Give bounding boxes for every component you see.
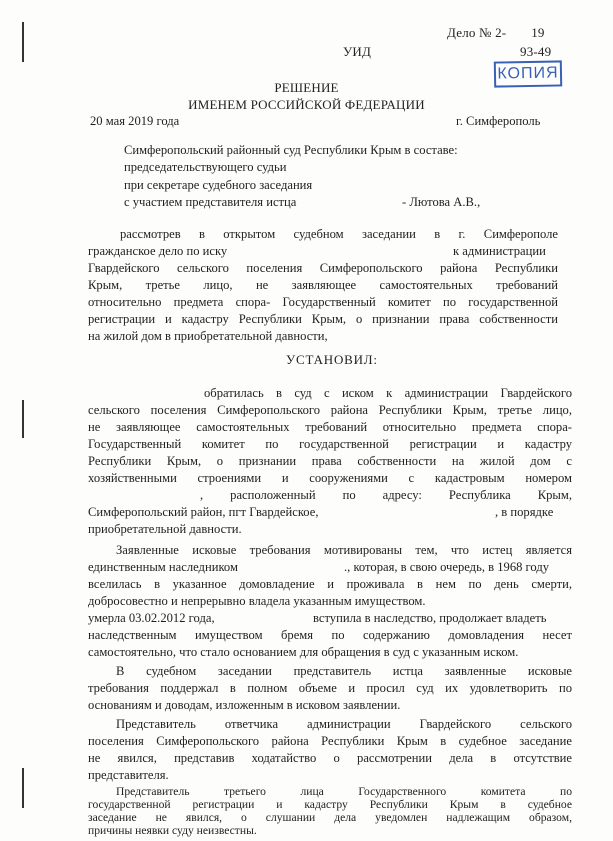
secretary-line: при секретаре судебного заседания xyxy=(124,178,313,192)
body-p3-line-2: требования поддержал в полном объеме и просил суд их удовлетворить по xyxy=(88,681,572,695)
court-composition-line: Симферопольский районный суд Республики Крым в составе: xyxy=(124,143,458,157)
body-p5-line-2: государственной регистрации и кадастру Республики Крым в судебное xyxy=(88,798,572,811)
body-p2-line-6: наследственным имуществом бремя по содержанию домовладения несет xyxy=(88,628,572,642)
uid-label: УИД xyxy=(343,44,372,59)
left-edge-mark-bottom xyxy=(22,768,24,808)
copy-stamp: КОПИЯ xyxy=(494,60,562,87)
body-p5-line-3: заседание не явился, о слушании дела уведомлен надлежащим образом, xyxy=(88,811,572,824)
body-p1-line-1: обратилась в суд с иском к администрации Гвардейского xyxy=(204,386,572,400)
intro-line-3: Гвардейского сельского поселения Симферопольского района Республики xyxy=(88,261,558,275)
body-p5-line-4: причины неявки суду неизвестны. xyxy=(88,824,257,837)
body-p4-line-4: представителя. xyxy=(88,768,169,782)
body-p4-line-1: Представитель ответчика администрации Гвардейского сельского xyxy=(116,717,572,731)
representative-name: - Лютова А.В., xyxy=(402,195,481,209)
body-p1-line-8a: Симферопольский район, пгт Гвардейское, xyxy=(88,505,319,519)
intro-line-4: Крым, третье лицо, не заявляющее самостоятельных требований xyxy=(88,278,558,292)
decision-date: 20 мая 2019 года xyxy=(90,114,180,128)
body-p2-line-4: добросовестно и непрерывно владела указанным имуществом. xyxy=(88,594,426,608)
intro-line-7: на жилой дом в приобретательной давности, xyxy=(88,329,328,343)
presiding-judge-line: председательствующего судьи xyxy=(124,160,287,174)
body-p5-line-1: Представитель третьего лица Государственного комитета по xyxy=(116,785,572,798)
body-p1-line-4: Государственный комитет по государственной регистрации и кадастру xyxy=(88,437,572,451)
body-p2-line-5a: умерла 03.02.2012 года, xyxy=(88,611,215,625)
body-p3-line-1: В судебном заседании представитель истца заявленные исковые xyxy=(116,664,572,678)
intro-line-5: относительно предмета спора- Государственный комитет по государственной xyxy=(88,295,558,309)
intro-line-1: рассмотрев в открытом судебном заседании в г. Симферополе xyxy=(120,227,558,241)
body-p3-line-3: основаниям и доводам, изложенным в исковом заявлении. xyxy=(88,698,401,712)
decision-city: г. Симферополь xyxy=(456,114,541,128)
body-p1-line-5: Республики Крым, о признании права собственности на жилой дом с xyxy=(88,454,572,468)
section-heading-established: УСТАНОВИЛ: xyxy=(286,352,378,367)
body-p1-line-7: , расположенный по адресу: Республика Крым, xyxy=(200,488,572,502)
body-p2-line-1: Заявленные исковые требования мотивированы тем, что истец является xyxy=(116,543,572,557)
case-number xyxy=(447,25,545,40)
body-p2-line-2a: единственным наследником xyxy=(88,560,238,574)
body-p4-line-2: поселения Симферопольского района Республики Крым в судебное заседание xyxy=(88,734,572,748)
body-p2-line-2b: ., которая, в свою очередь, в 1968 году xyxy=(344,560,550,574)
representative-line: с участием представителя истца xyxy=(124,195,297,209)
case-number-year: 19 xyxy=(531,25,545,40)
intro-line-6: регистрации и кадастру Республики Крым, о признании права собственности xyxy=(88,312,558,326)
body-p2-line-3: вселилась в указанное домовладение и проживала в нем по день смерти, xyxy=(88,577,572,591)
left-edge-mark-middle xyxy=(22,400,24,438)
body-p1-line-8b: , в порядке xyxy=(495,505,554,519)
uid-value: 93-49 xyxy=(520,44,552,59)
document-subtitle: ИМЕНЕМ РОССИЙСКОЙ ФЕДЕРАЦИИ xyxy=(188,97,425,112)
intro-line-2b: к администрации xyxy=(453,244,546,258)
body-p4-line-3: не явился, представив ходатайство о рассмотрении дела в отсутствие xyxy=(88,751,572,765)
left-edge-mark-top xyxy=(22,22,24,62)
body-p1-line-6: хозяйственными строениями и сооружениями с кадастровым номером xyxy=(88,471,572,485)
intro-line-2a: гражданское дело по иску xyxy=(88,244,228,258)
body-p1-line-2: сельского поселения Симферопольского района Республики Крым, третье лицо, xyxy=(88,403,572,417)
body-p2-line-5b: вступила в наследство, продолжает владеть xyxy=(313,611,547,625)
document-title: РЕШЕНИЕ xyxy=(274,80,339,95)
body-p1-line-9: приобретательной давности. xyxy=(88,522,242,536)
body-p2-line-7: самостоятельно, что стало основанием для обращения в суд с указанным иском. xyxy=(88,645,519,659)
case-number-label: Дело № 2- xyxy=(447,25,507,40)
body-p1-line-3: не заявляющее самостоятельных требований относительно предмета спора- xyxy=(88,420,572,434)
